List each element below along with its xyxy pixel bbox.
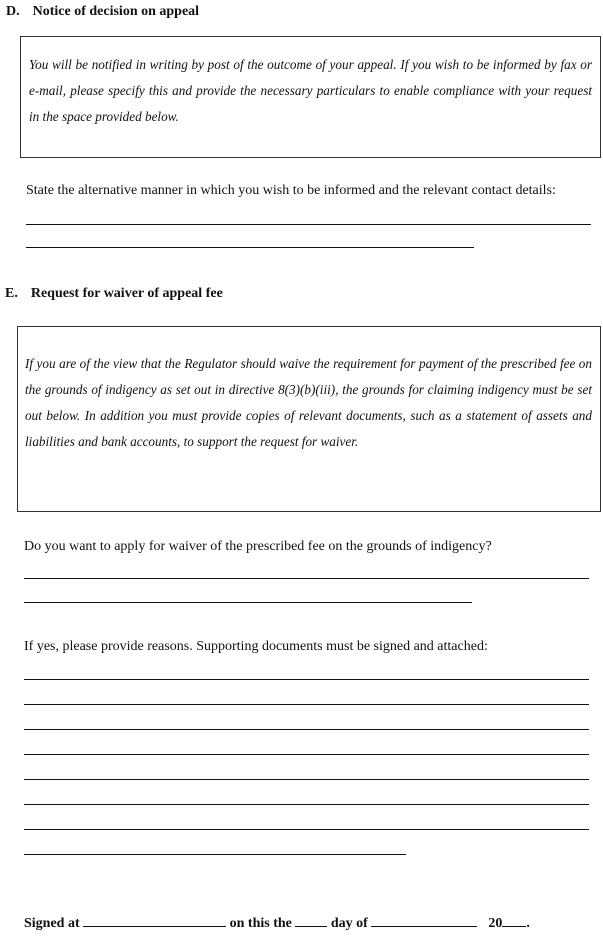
signature-line (24, 914, 530, 932)
reasons-line-3[interactable] (24, 729, 589, 730)
contact-details-line-2[interactable] (26, 247, 474, 248)
section-e-notice-text: If you are of the view that the Regulator should waive the requirement for payment of the prescribed fee on the grounds of indigency as set out in directive 8(3)(b)(iii), the grounds for claiming indigency must be set out below. In addition you must provide copies of relevant documents, such as a statement of assets and liabilities and bank accounts, to support the request for waiver. (25, 356, 592, 449)
waiver-answer-line-2[interactable] (24, 602, 472, 603)
on-this-the-label: on this the (229, 916, 292, 931)
reasons-line-8[interactable] (24, 854, 406, 855)
section-d-title: Notice of decision on appeal (32, 4, 200, 19)
section-e-label: E. (5, 286, 18, 301)
signed-at-label: Signed at (24, 916, 80, 931)
signature-end-mark: . (526, 916, 530, 931)
reasons-line-6[interactable] (24, 804, 589, 805)
waiver-question: Do you want to apply for waiver of the prescribed fee on the grounds of indigency? (24, 539, 492, 554)
day-number-field[interactable] (295, 914, 327, 927)
section-d-label: D. (6, 4, 20, 19)
reasons-line-5[interactable] (24, 779, 589, 780)
day-of-label: day of (330, 916, 368, 931)
contact-details-line-1[interactable] (26, 224, 591, 225)
reasons-line-2[interactable] (24, 704, 589, 705)
reasons-line-1[interactable] (24, 679, 589, 680)
reasons-line-4[interactable] (24, 754, 589, 755)
reasons-line-7[interactable] (24, 829, 589, 830)
section-e-heading (5, 286, 223, 302)
section-e-title: Request for waiver of appeal fee (30, 286, 223, 301)
waiver-answer-line-1[interactable] (24, 578, 589, 579)
section-d-notice-box (20, 36, 601, 158)
reasons-prompt: If yes, please provide reasons. Supporting documents must be signed and attached: (24, 639, 488, 654)
year-suffix-field[interactable] (502, 914, 526, 927)
section-e-notice-box (17, 326, 601, 512)
section-d-heading (6, 4, 199, 20)
section-d-notice-text: You will be notified in writing by post of the outcome of your appeal. If you wish to be informed by fax or e-mail, please specify this and provide the necessary particulars to enable compliance with your request in the space provided below. (29, 57, 592, 124)
contact-details-prompt: State the alternative manner in which you wish to be informed and the relevant contact details: (26, 183, 556, 198)
signed-at-place-field[interactable] (83, 914, 226, 927)
year-prefix-label: 20 (488, 916, 503, 931)
month-field[interactable] (371, 914, 477, 927)
